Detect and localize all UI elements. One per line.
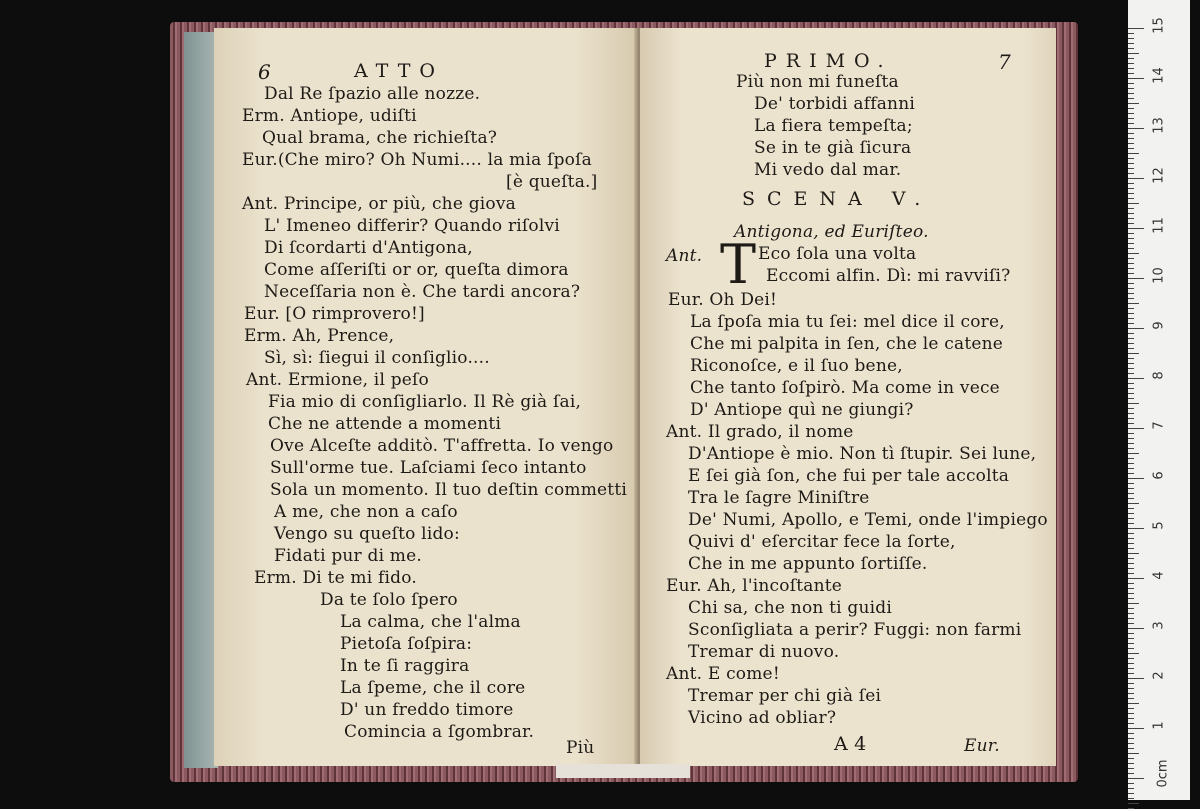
text-line: Come aſſeriſti or or, queſta dimora <box>264 260 569 280</box>
ruler-tick <box>1128 323 1134 324</box>
ruler-tick <box>1128 303 1139 304</box>
ruler-tick <box>1128 608 1134 609</box>
right-page-number: 7 <box>998 50 1011 74</box>
text-line: L' Imeneo differir? Quando riſolvi <box>264 216 560 236</box>
text-line: Erm. Ah, Prence, <box>244 326 395 346</box>
ruler-tick <box>1128 243 1134 244</box>
ruler-tick <box>1128 458 1134 459</box>
ruler-label: 9 <box>1151 321 1167 330</box>
ruler-tick <box>1128 318 1134 319</box>
ruler-tick <box>1128 403 1139 404</box>
catchword: Eur. <box>964 736 1000 756</box>
ruler-tick <box>1128 733 1134 734</box>
text-line: Sì, sì: ſiegui il conſiglio.... <box>264 348 490 368</box>
ruler-label: 7 <box>1151 421 1167 430</box>
ruler-tick <box>1128 553 1139 554</box>
ruler-tick <box>1128 528 1144 529</box>
text-line: La ſpoſa mia tu ſei: mel dice il core, <box>690 312 1005 332</box>
ruler-tick <box>1128 98 1134 99</box>
ruler-tick <box>1128 758 1134 759</box>
text-line: La fiera tempeſta; <box>754 116 913 136</box>
ruler-tick <box>1128 713 1134 714</box>
text-line: Eur. [O rimprovero!] <box>244 304 425 324</box>
text-line: La ſpeme, che il core <box>340 678 526 698</box>
ruler-tick <box>1128 223 1134 224</box>
ruler-tick <box>1128 328 1144 329</box>
ruler-tick <box>1128 628 1144 629</box>
ruler-tick <box>1128 483 1134 484</box>
ruler-tick <box>1128 148 1134 149</box>
ruler-tick <box>1128 418 1134 419</box>
text-line: Sconſigliata a perir? Fuggi: non farmi <box>688 620 1022 640</box>
ruler-tick <box>1128 213 1134 214</box>
ruler-tick <box>1128 638 1134 639</box>
ruler-tick <box>1128 498 1134 499</box>
ruler-label: 8 <box>1151 371 1167 380</box>
ruler-tick <box>1128 43 1134 44</box>
ruler-tick <box>1128 543 1134 544</box>
ruler-tick <box>1128 358 1134 359</box>
text-line: Riconoſce, e il ſuo bene, <box>690 356 903 376</box>
ruler-label: 14 <box>1151 67 1167 84</box>
ruler-tick <box>1128 518 1134 519</box>
text-line: Neceſſaria non è. Che tardi ancora? <box>264 282 581 302</box>
ruler-tick <box>1128 103 1139 104</box>
text-line: Che in me appunto ſortiſſe. <box>688 554 928 574</box>
ruler-label: 2 <box>1151 671 1167 680</box>
text-line: Mi vedo dal mar. <box>754 160 902 180</box>
text-line: D'Antiope è mio. Non tì ſtupir. Sei lune, <box>688 444 1037 464</box>
ruler-label: 5 <box>1151 521 1167 530</box>
ruler-tick <box>1128 728 1144 729</box>
ruler-tick <box>1128 293 1134 294</box>
ruler-tick <box>1128 123 1134 124</box>
ruler-label: 12 <box>1151 167 1167 184</box>
ruler-tick <box>1128 468 1134 469</box>
ruler-tick <box>1128 183 1134 184</box>
ruler-tick <box>1128 503 1139 504</box>
text-line: Pietoſa ſoſpira: <box>340 634 473 654</box>
left-page-number: 6 <box>258 60 271 84</box>
text-line: Ove Alceſte additò. T'affretta. Io vengo <box>270 436 614 456</box>
catchword: Più <box>566 738 595 758</box>
ruler-tick <box>1128 128 1144 129</box>
text-line: Eur. Ah, l'incoſtante <box>666 576 843 596</box>
ruler-tick <box>1128 258 1134 259</box>
ruler-tick <box>1128 443 1134 444</box>
ruler-label: 0cm <box>1155 759 1171 788</box>
ruler-tick <box>1128 513 1134 514</box>
ruler-tick <box>1128 398 1134 399</box>
ruler-label: 11 <box>1151 217 1167 234</box>
ruler-tick <box>1128 473 1134 474</box>
text-line: Tremar di nuovo. <box>688 642 840 662</box>
ruler-tick <box>1128 783 1134 784</box>
measurement-ruler <box>1128 0 1190 800</box>
right-running-head: PRIMO. <box>764 50 893 72</box>
ruler-tick <box>1128 738 1134 739</box>
text-line: Dal Re ſpazio alle nozze. <box>264 84 481 104</box>
ruler-tick <box>1128 653 1139 654</box>
ruler-tick <box>1128 438 1134 439</box>
text-line: Qual brama, che richieſta? <box>262 128 498 148</box>
ruler-tick <box>1128 253 1139 254</box>
ruler-tick <box>1128 278 1144 279</box>
ruler-tick <box>1128 618 1134 619</box>
ruler-tick <box>1128 723 1134 724</box>
ruler-tick <box>1128 378 1144 379</box>
ruler-tick <box>1128 488 1134 489</box>
ruler-tick <box>1128 53 1139 54</box>
ruler-tick <box>1128 393 1134 394</box>
drop-cap: T <box>720 233 757 296</box>
text-line: Ant. Il grado, il nome <box>666 422 854 442</box>
text-line: In te ſi raggira <box>340 656 470 676</box>
text-line: E ſei già ſon, che fui per tale accolta <box>688 466 1010 486</box>
ruler-tick <box>1128 533 1134 534</box>
ruler-tick <box>1128 538 1134 539</box>
ruler-tick <box>1128 348 1134 349</box>
ruler-tick <box>1128 268 1134 269</box>
text-line: De' torbidi affanni <box>754 94 915 114</box>
ruler-tick <box>1128 158 1134 159</box>
ruler-tick <box>1128 88 1134 89</box>
ruler-label: 13 <box>1151 117 1167 134</box>
ruler-tick <box>1128 588 1134 589</box>
text-line: A me, che non a caſo <box>274 502 458 522</box>
ruler-tick <box>1128 603 1139 604</box>
ruler-tick <box>1128 68 1134 69</box>
ruler-tick <box>1128 283 1134 284</box>
ruler-tick <box>1128 598 1134 599</box>
signature-mark: A 4 <box>834 733 867 755</box>
ruler-tick <box>1128 408 1134 409</box>
ruler-tick <box>1128 218 1134 219</box>
ruler-tick <box>1128 58 1134 59</box>
text-line: Che ne attende a momenti <box>268 414 502 434</box>
ruler-label: 1 <box>1151 721 1167 730</box>
ruler-tick <box>1128 658 1134 659</box>
ruler-tick <box>1128 178 1144 179</box>
text-line: Ant. Principe, or più, che giova <box>242 194 516 214</box>
ruler-tick <box>1128 108 1134 109</box>
ruler-tick <box>1128 228 1144 229</box>
ruler-tick <box>1128 233 1134 234</box>
ruler-tick <box>1128 668 1134 669</box>
text-line: Eur. Oh Dei! <box>668 290 778 310</box>
ruler-tick <box>1128 613 1134 614</box>
text-line: Ant. E come! <box>666 664 780 684</box>
ruler-tick <box>1128 798 1134 799</box>
text-line: Eur.(Che miro? Oh Numi.... la mia ſpoſa <box>242 150 592 170</box>
ruler-tick <box>1128 428 1144 429</box>
ruler-tick <box>1128 263 1134 264</box>
ruler-tick <box>1128 448 1134 449</box>
ruler-tick <box>1128 203 1139 204</box>
ruler-tick <box>1128 383 1134 384</box>
ruler-tick <box>1128 678 1144 679</box>
ruler-tick <box>1128 493 1134 494</box>
ruler-tick <box>1128 353 1139 354</box>
ruler-tick <box>1128 163 1134 164</box>
ruler-tick <box>1128 388 1134 389</box>
ruler-tick <box>1128 788 1134 789</box>
ruler-tick <box>1128 138 1134 139</box>
flyleaf <box>184 32 218 768</box>
speaker-label: Ant. <box>666 246 703 266</box>
text-line: Vicino ad obliar? <box>688 708 837 728</box>
text-line: Quivi d' eſercitar fece la ſorte, <box>688 532 956 552</box>
text-line: Fidati pur di me. <box>274 546 422 566</box>
ruler-label: 15 <box>1151 17 1167 34</box>
ruler-tick <box>1128 373 1134 374</box>
ruler-tick <box>1128 113 1134 114</box>
ruler-tick <box>1128 198 1134 199</box>
scene-heading: SCENA V. <box>742 188 933 210</box>
ruler-tick <box>1128 208 1134 209</box>
ruler-tick <box>1128 683 1134 684</box>
text-line: Da te ſolo ſpero <box>320 590 458 610</box>
ruler-tick <box>1128 188 1134 189</box>
ruler-tick <box>1128 578 1144 579</box>
ruler-tick <box>1128 643 1134 644</box>
ruler-tick <box>1128 338 1134 339</box>
ruler-tick <box>1128 768 1134 769</box>
ruler-label: 6 <box>1151 471 1167 480</box>
ruler-tick <box>1128 423 1134 424</box>
ruler-tick <box>1128 118 1134 119</box>
ruler-label: 4 <box>1151 571 1167 580</box>
ruler-tick <box>1128 558 1134 559</box>
text-line: Fia mio di conſigliarlo. Il Rè già ſai, <box>268 392 582 412</box>
left-running-head: ATTO <box>354 60 444 82</box>
ruler-tick <box>1128 773 1134 774</box>
ruler-tick <box>1128 313 1134 314</box>
ruler-tick <box>1128 573 1134 574</box>
ruler-tick <box>1128 38 1134 39</box>
ruler-tick <box>1128 168 1134 169</box>
text-line: Chi sa, che non ti guidi <box>688 598 892 618</box>
ruler-tick <box>1128 688 1134 689</box>
ruler-tick <box>1128 143 1134 144</box>
ruler-tick <box>1128 748 1134 749</box>
ruler-tick <box>1128 623 1134 624</box>
text-line: D' un freddo timore <box>340 700 514 720</box>
ruler-tick <box>1128 633 1134 634</box>
ruler-tick <box>1128 563 1134 564</box>
ruler-tick <box>1128 363 1134 364</box>
text-line: Più non mi funeſta <box>736 72 899 92</box>
ruler-tick <box>1128 93 1134 94</box>
ruler-tick <box>1128 778 1144 779</box>
scene-characters: Antigona, ed Euriſteo. <box>734 222 929 242</box>
ruler-tick <box>1128 288 1134 289</box>
ruler-tick <box>1128 673 1134 674</box>
ruler-tick <box>1128 453 1139 454</box>
ruler-tick <box>1128 173 1134 174</box>
ruler-tick <box>1128 583 1134 584</box>
ruler-tick <box>1128 48 1134 49</box>
text-line: Vengo su queſto lido: <box>274 524 460 544</box>
ruler-tick <box>1128 273 1134 274</box>
ruler-tick <box>1128 63 1134 64</box>
ruler-tick <box>1128 368 1134 369</box>
text-line: Sola un momento. Il tuo deſtin commetti <box>270 480 628 500</box>
ruler-tick <box>1128 478 1144 479</box>
ruler-tick <box>1128 793 1134 794</box>
ruler-tick <box>1128 193 1134 194</box>
text-line: D' Antiope quì ne giungi? <box>690 400 914 420</box>
ruler-tick <box>1128 648 1134 649</box>
text-line: Eco ſola una volta <box>758 244 917 264</box>
text-line: La calma, che l'alma <box>340 612 521 632</box>
text-line: Sull'orme tue. Laſciami ſeco intanto <box>270 458 587 478</box>
text-line: Comincia a ſgombrar. <box>344 722 535 742</box>
ruler-tick <box>1128 708 1134 709</box>
ruler-tick <box>1128 83 1134 84</box>
ruler-label: 3 <box>1151 621 1167 630</box>
ruler-tick <box>1128 78 1144 79</box>
ruler-tick <box>1128 698 1134 699</box>
ruler-tick <box>1128 298 1134 299</box>
ruler-tick <box>1128 133 1134 134</box>
ruler-tick <box>1128 523 1134 524</box>
spine-bottom <box>556 764 690 778</box>
ruler-tick <box>1128 703 1139 704</box>
ruler-tick <box>1128 248 1134 249</box>
ruler-tick <box>1128 413 1134 414</box>
right-page <box>640 28 1056 766</box>
text-line: Che tanto ſoſpirò. Ma come in vece <box>690 378 1000 398</box>
ruler-tick <box>1128 28 1144 29</box>
ruler-tick <box>1128 73 1134 74</box>
ruler-tick <box>1128 548 1134 549</box>
ruler-tick <box>1128 568 1134 569</box>
ruler-tick <box>1128 763 1134 764</box>
text-line: [è queſta.] <box>506 172 598 192</box>
text-line: Eccomi alfin. Dì: mi ravviſi? <box>766 266 1011 286</box>
ruler-tick <box>1128 33 1134 34</box>
ruler-tick <box>1128 343 1134 344</box>
text-line: Ant. Ermione, il peſo <box>246 370 429 390</box>
text-line: Erm. Antiope, udiſti <box>242 106 417 126</box>
ruler-tick <box>1128 308 1134 309</box>
left-page <box>214 28 638 766</box>
ruler-tick <box>1128 718 1134 719</box>
text-line: Tra le ſagre Miniſtre <box>688 488 870 508</box>
ruler-tick <box>1128 433 1134 434</box>
ruler-tick <box>1128 593 1134 594</box>
ruler-tick <box>1128 663 1134 664</box>
ruler-tick <box>1128 693 1134 694</box>
ruler-label: 10 <box>1151 267 1167 284</box>
ruler-tick <box>1128 333 1134 334</box>
text-line: Tremar per chi già ſei <box>688 686 882 706</box>
ruler-tick <box>1128 463 1134 464</box>
text-line: Che mi palpita in ſen, che le catene <box>690 334 1004 354</box>
text-line: Di ſcordarti d'Antigona, <box>264 238 473 258</box>
text-line: Erm. Di te mi fido. <box>254 568 417 588</box>
text-line: De' Numi, Apollo, e Temi, onde l'impiego <box>688 510 1048 530</box>
ruler-tick <box>1128 508 1134 509</box>
ruler-tick <box>1128 153 1139 154</box>
ruler-tick <box>1128 803 1139 804</box>
ruler-tick <box>1128 743 1134 744</box>
ruler-tick <box>1128 238 1134 239</box>
ruler-tick <box>1128 753 1139 754</box>
text-line: Se in te già ſicura <box>754 138 912 158</box>
